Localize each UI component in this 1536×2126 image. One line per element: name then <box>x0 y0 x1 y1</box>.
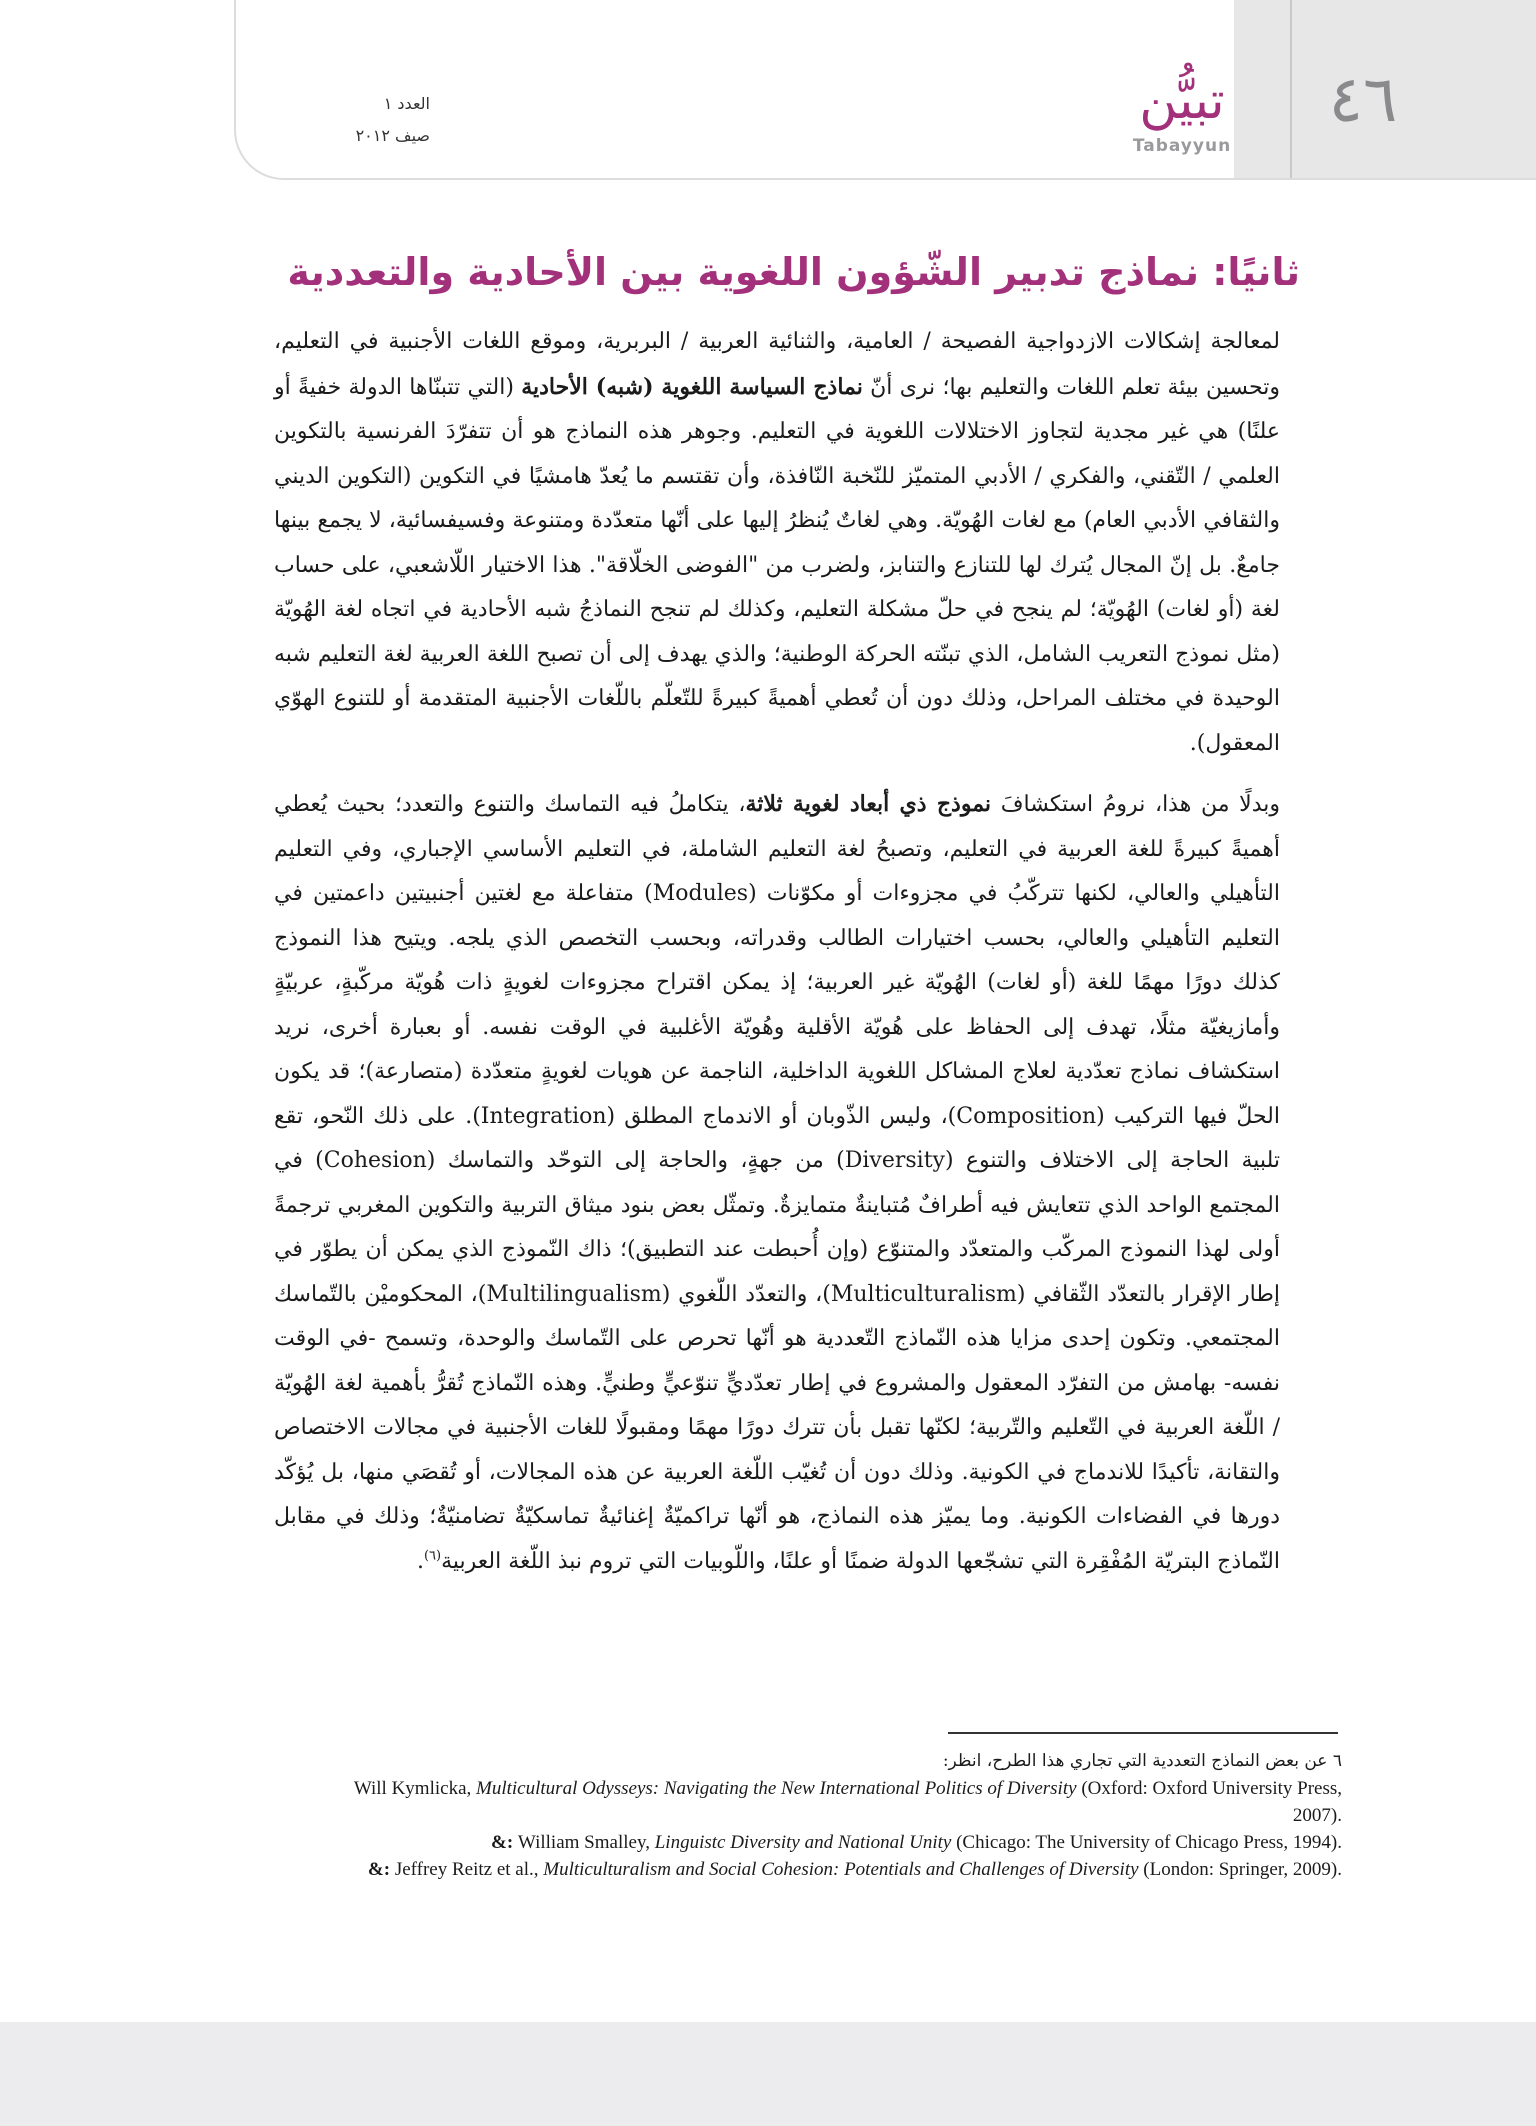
bold-term: نموذج ذي أبعاد لغوية ثلاثة <box>745 791 992 817</box>
header-divider <box>1290 0 1292 178</box>
paragraph-1: لمعالجة إشكالات الازدواجية الفصيحة / العامية، والثنائية العربية / البربرية، وموقع اللغات الأجنبية في التعليم، وتحسين بيئة تعلم اللغات والتعليم بها؛ نرى أنّ نماذج السياسة اللغوية (شبه) الأحادية (التي تتبنّاها الدولة خفيةً أو علنًا) هي غير مجدية لتجاوز الاختلالات اللغوية في التعليم. وجوهر هذه النماذج هو أن تتفرّدَ الفرنسية بالتكوين العلمي / التّقني، والفكري / الأدبي المتميّز للنّخبة النّافذة، وأن تقتسم ما يُعدّ هامشيًا في التكوين (التكوين الديني والثقافي الأدبي العام) مع لغات الهُويّة. وهي لغاتٌ يُنظرُ إليها على أنّها متعدّدة ومتنوعة وفسيفسائية، لا يجمع بينها جامعٌ. بل إنّ المجال يُترك لها للتنازع والتنابز، ولضرب من "الفوضى الخلّاقة". هذا الاختيار اللّاشعبي، على حساب لغة (أو لغات) الهُويّة؛ لم ينجح في حلّ مشكلة التعليم، وكذلك لم تنجح النماذجُ شبه الأحادية في اتجاه لغة الهُويّة (مثل نموذج التعريب الشامل، الذي تبنّته الحركة الوطنية؛ والذي يهدف إلى أن تصبح اللغة العربية لغة التعليم شبه الوحيدة في مختلف المراحل، وذلك دون أن تُعطي أهميةً كبيرةً للتّعلّم باللّغات الأجنبية المتقدمة أو للتنوع الهوّي المعقول). <box>274 329 1280 756</box>
page-number: ٤٦ <box>1328 63 1398 137</box>
article-body <box>274 320 1280 1710</box>
logo-latin-text: Tabayyun <box>1132 136 1232 156</box>
section-title: ثانيًا: نماذج تدبير الشّؤون اللغوية بين الأحادية والتعددية <box>287 250 1300 294</box>
issue-number: العدد ١ <box>383 94 430 113</box>
footnote-heading: ٦ عن بعض النماذج التعددية التي تجاري هذا الطرح، انظر: <box>942 1751 1342 1771</box>
footnote-ref-3: &: Jeffrey Reitz et al., Multiculturalism and Social Cohesion: Potentials and Challenges of Diversity (London: Springer, 2009). <box>367 1859 1342 1880</box>
footnote-reference[interactable]: (٦) <box>423 1548 442 1564</box>
issue-info <box>270 88 430 158</box>
footnote-ref-1: Will Kymlicka, Multicultural Odysseys: Navigating the New International Politics of Diversity (Oxford: Oxford University Press, 2007). <box>353 1778 1342 1826</box>
bold-term: نماذج السياسة اللغوية (شبه) الأحادية <box>521 373 863 400</box>
journal-logo <box>1122 66 1242 166</box>
logo-arabic-text: تبيُّن <box>1139 71 1225 131</box>
footnote-ref-2: &: William Smalley, Linguistc Diversity and National Unity (Chicago: The University of Chicago Press, 1994). <box>491 1832 1342 1853</box>
footnotes <box>336 1748 1342 1918</box>
footnote-separator <box>948 1732 1338 1734</box>
issue-season: صيف ٢٠١٢ <box>355 126 430 145</box>
paragraph-2: وبدلًا من هذا، نرومُ استكشافَ نموذج ذي أبعاد لغوية ثلاثة، يتكاملُ فيه التماسك والتنوع والتعدد؛ بحيث يُعطي أهميةً كبيرةً للغة العربية في التعليم، وتصبحُ لغة التعليم الشاملة، في التعليم الأساسي الإجباري، وفي التعليم التأهيلي والعالي، لكنها تتركّبُ في مجزوءات أو مكوّنات (Modules) متفاعلة مع لغتين أجنبيتين داعمتين في التعليم التأهيلي والعالي، بحسب اختيارات الطالب وقدراته، وبحسب التخصص الذي يلجه. ويتيح هذا النموذج كذلك دورًا مهمًا للغة (أو لغات) الهُويّة غير العربية؛ إذ يمكن اقتراح مجزوءات لغويةٍ ذات هُويّة مركّبةٍ، عربيّةٍ وأمازيغيّة مثلًا، تهدف إلى الحفاظ على هُويّة الأقلية وهُويّة الأغلبية في الوقت نفسه. أو بعبارة أخرى، نريد استكشاف نماذج تعدّدية لعلاج المشاكل اللغوية الداخلية، الناجمة عن هويات لغويةٍ متعدّدة (متصارعة)؛ قد يكون الحلّ فيها التركيب (Composition)، وليس الذّوبان أو الاندماج المطلق (Integration). على ذلك النّحو، تقع تلبية الحاجة إلى الاختلاف والتنوع (Diversity) من جهةٍ، والحاجة إلى التوحّد والتماسك (Cohesion) في المجتمع الواحد الذي تتعايش فيه أطرافٌ مُتباينةٌ متمايزةٌ. وتمثّل بعض بنود ميثاق التربية والتكوين المغربي ترجمةً أولى لهذا النموذج المركّب والمتعدّد والمتنوّع (وإن أُحبطت عند التطبيق)؛ ذاك النّموذج الذي يمكن أن يطوّر في إطار الإقرار بالتعدّد الثّقافي (Multiculturalism)، والتعدّد اللّغوي (Multilingualism)، المحكوميْن بالتّماسك المجتمعي. وتكون إحدى مزايا هذه النّماذج التّعددية هو أنّها تحرص على التّماسك والوحدة، وتسمح -في الوقت نفسه- بهامش من التفرّد المعقول والمشروع في إطار تعدّديٍّ تنوّعيٍّ وطنيٍّ. وهذه النّماذج تُقرُّ بأهمية لغة الهُويّة / اللّغة العربية في التّعليم والتّربية؛ لكنّها تقبل بأن تترك دورًا مهمًا ومقبولًا للغات الأجنبية في مجالات الاختصاص والتقانة، تأكيدًا للاندماج في الكونية. وذلك دون أن تُغيّب اللّغة العربية عن هذه المجالات، أو تُقصَي منها، بل يُؤكّد دورها في الفضاءات الكونية. وما يميّز هذه النماذج، هو أنّها تراكميّةٌ إغنائيةٌ تماسكيّةٌ تضامنيّةٌ؛ وذلك في مقابل النّماذج البتريّة المُفْقِرة التي تشجّعها الدولة ضمنًا أو علنًا، واللّوبيات التي تروم نبذ اللّغة العربية$^{(٦)}$. <box>274 791 1280 1574</box>
page-footer-band <box>0 2022 1536 2126</box>
